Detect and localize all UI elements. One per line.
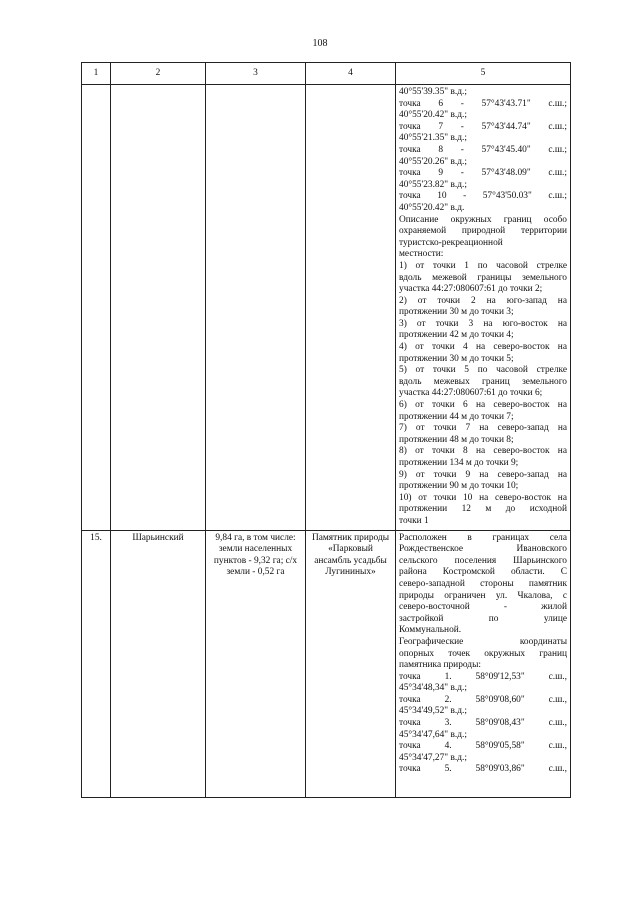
description-line: протяжении 134 м до точки 9; <box>399 458 519 468</box>
description-line: точка 4. 58°09'05,58" с.ш., <box>399 741 567 752</box>
description-line: памятника природы: <box>399 660 481 671</box>
description-line: северо-восточной - жилой <box>399 602 567 613</box>
table-row-15 <box>82 530 571 797</box>
description-line: местности: <box>399 249 444 260</box>
description-line: протяжении 90 м до точки 10; <box>399 481 519 492</box>
cell-area: 9,84 га, в том числе: земли населенных пунктов - 9,32 га; с/х земли - 0,52 га <box>206 530 306 797</box>
description-line: северо-западной стороны памятник <box>399 578 567 589</box>
description-line: протяжении 48 м до точки 8; <box>399 434 514 445</box>
cell-number <box>82 85 111 531</box>
description-line: протяжении 44 м до точки 7; <box>399 411 514 422</box>
description-line: вдоль межевых границ земельного <box>399 376 567 387</box>
description-line: 45°34'47,64" в.д.; <box>399 729 467 740</box>
description-line: Описание окружных границ особо <box>399 214 567 225</box>
description-line: точка 7 - 57°43'44.74" с.ш.; <box>399 121 567 132</box>
header-col-4: 4 <box>306 63 396 85</box>
description-line: 40°55'39.35" в.д.; <box>399 87 467 97</box>
cell-object: Памятник природы «Парковый ансамбль усадьбы Лугининых» <box>306 530 396 797</box>
description-line: протяжении 30 м до точки 3; <box>399 307 514 318</box>
description-line: Коммунальной. <box>399 625 462 636</box>
description-line: природы ограничен ул. Чкалова, с <box>399 590 567 601</box>
description-line: 45°34'48,34" в.д.; <box>399 683 467 694</box>
description-line: протяжении 12 м до исходной <box>399 504 567 515</box>
header-col-3: 3 <box>206 63 306 85</box>
description-line: застройкой по улице <box>399 613 567 624</box>
description-line: протяжении 42 м до точки 4; <box>399 330 514 341</box>
header-col-2: 2 <box>111 63 206 85</box>
page-number: 108 <box>312 38 328 49</box>
description-line: точка 10 - 57°43'50.03" с.ш.; <box>399 191 567 202</box>
description-line: 2) от точки 2 на юго-запад на <box>399 295 567 306</box>
description-line: охраняемой природной территории <box>399 226 567 237</box>
description-line: района Костромской области. С <box>399 567 567 578</box>
description-line: точка 5. 58°09'03,86" с.ш., <box>399 764 567 775</box>
description-line: участка 44:27:080607:61 до точки 6; <box>399 388 543 399</box>
description-line: точки 1 <box>399 515 429 526</box>
description-line: протяжении 30 м до точки 5; <box>399 353 514 364</box>
description-line: точка 8 - 57°43'45.40" с.ш.; <box>399 144 567 155</box>
description-line: 10) от точки 10 на северо-восток на <box>399 492 567 503</box>
description-line: точка 2. 58°09'08,60" с.ш., <box>399 694 567 705</box>
description-line: 45°34'47,27" в.д.; <box>399 752 467 763</box>
description-line: 8) от точки 8 на северо-восток на <box>399 446 567 457</box>
cell-object <box>306 85 396 531</box>
description-line: Географические координаты <box>399 636 567 647</box>
register-table <box>81 62 571 798</box>
header-col-5: 5 <box>396 63 571 85</box>
cell-district <box>111 85 206 531</box>
description-line: 40°55'20.42" в.д. <box>399 202 465 213</box>
cell-area <box>206 85 306 531</box>
description-line: 9) от точки 9 на северо-запад на <box>399 469 567 480</box>
description-line: вдоль межевой границы земельного <box>399 272 567 283</box>
header-col-1: 1 <box>82 63 111 85</box>
cell-description <box>396 85 571 531</box>
description-line: точка 9 - 57°43'48.09" с.ш.; <box>399 168 567 179</box>
cell-description <box>396 530 571 797</box>
description-line: опорных точек окружных границ <box>399 648 567 659</box>
description-line: сельского поселения Шарьинского <box>399 555 567 566</box>
cell-district: Шарьинский <box>111 530 206 797</box>
description-line: 4) от точки 4 на северо-восток на <box>399 342 567 353</box>
description-line: 1) от точки 1 по часовой стрелке <box>399 260 567 271</box>
description-line: туристско-рекреационной <box>399 237 503 248</box>
description-line: 6) от точки 6 на северо-восток на <box>399 400 567 411</box>
description-line: участка 44:27:080607:61 до точки 2; <box>399 284 543 295</box>
table-header-row <box>82 63 571 85</box>
description-line: Рождественское Ивановского <box>399 544 567 555</box>
description-line: точка 6 - 57°43'43.71" с.ш.; <box>399 98 567 109</box>
description-line: 45°34'49,52" в.д.; <box>399 706 467 717</box>
cell-number: 15. <box>82 530 111 797</box>
description-line: точка 3. 58°09'08,43" с.ш., <box>399 718 567 729</box>
description-line: 40°55'23.82" в.д.; <box>399 179 467 190</box>
table-row-continued <box>82 85 571 531</box>
description-line: точка 1. 58°09'12,53" с.ш., <box>399 671 567 682</box>
description-line: Расположен в границах села <box>399 532 567 543</box>
description-line: 3) от точки 3 на юго-восток на <box>399 318 567 329</box>
description-line: 5) от точки 5 по часовой стрелке <box>399 365 567 376</box>
description-line: 40°55'21.35" в.д.; <box>399 133 467 144</box>
description-line: 40°55'20.26" в.д.; <box>399 156 467 167</box>
description-line: 7) от точки 7 на северо-запад на <box>399 423 567 434</box>
description-line: 40°55'20.42" в.д.; <box>399 110 467 121</box>
